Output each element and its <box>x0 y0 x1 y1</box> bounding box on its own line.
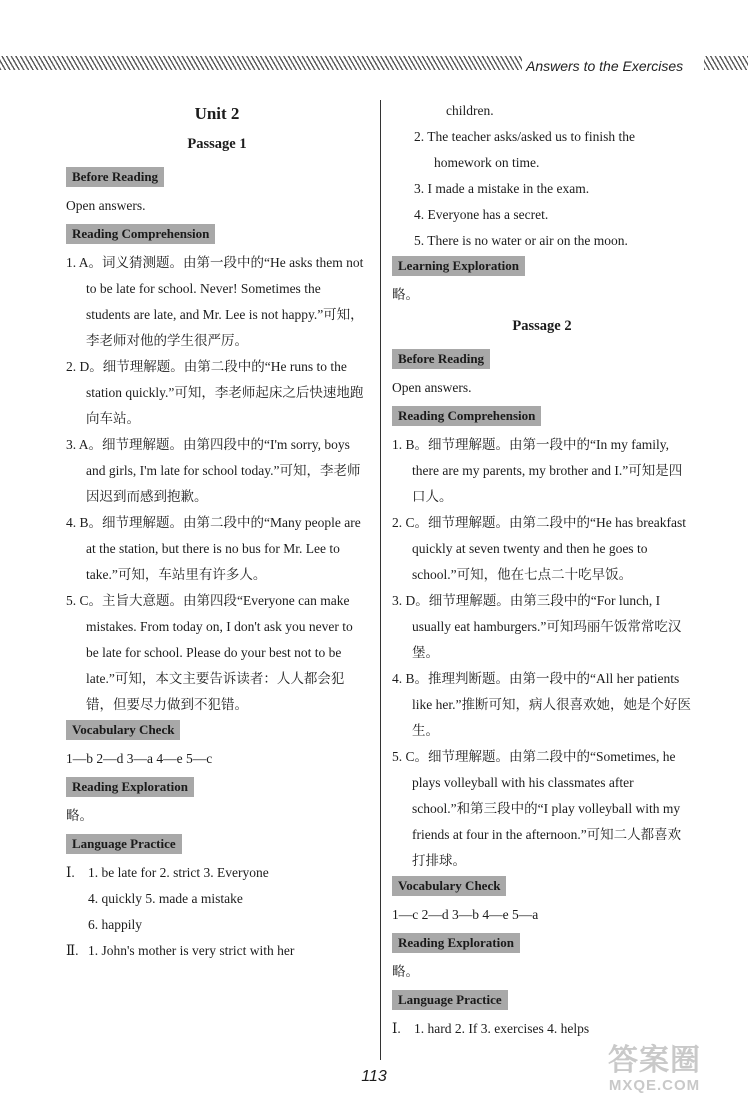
reading-exploration-answer: 略。 <box>66 808 93 823</box>
answer-item: 4. B。推理判断题。由第一段中的“All her patients like her.”推断可知，病人很喜欢她，她是个好医生。 <box>392 671 691 738</box>
roman-numeral: Ⅱ. <box>66 943 79 958</box>
header-rule-right <box>704 56 748 70</box>
vocabulary-answers: 1—c 2—d 3—b 4—e 5—a <box>392 907 539 922</box>
language-practice-part1-line1 <box>66 860 368 886</box>
watermark-url: MXQE.COM <box>608 1077 701 1094</box>
answer-item: 1. B。细节理解题。由第一段中的“In my family, there are my parents, my brother and I.”可知是四口人。 <box>392 437 683 504</box>
section-label-language-practice: Language Practice <box>66 834 182 854</box>
section-label-vocabulary-check: Vocabulary Check <box>66 720 180 740</box>
answer-item: 2. D。细节理解题。由第二段中的“He runs to the station quickly.”可知，李老师起床之后快速地跑向车站。 <box>66 359 364 426</box>
answer-item: 5. C。主旨大意题。由第四段“Everyone can make mistakes. From today on, I don't ask you never to be late for school. Please do your best not to be late.”可知，本文主要告诉读者：人人都会犯错，但要尽力做到不犯错。 <box>66 593 353 712</box>
section-label-language-practice: Language Practice <box>392 990 508 1010</box>
unit-title: Unit 2 <box>194 104 240 123</box>
column-divider <box>380 100 381 1060</box>
roman-numeral: Ⅰ. <box>392 1021 401 1036</box>
passage-title: Passage 2 <box>512 318 572 334</box>
header-title: Answers to the Exercises <box>526 58 684 74</box>
answer-item: 2. C。细节理解题。由第二段中的“He has breakfast quickly at seven twenty and then he goes to school.”可知，他在七点二十吃早饭。 <box>392 515 686 582</box>
language-practice-part2-line1 <box>66 938 368 964</box>
section-label-reading-comprehension: Reading Comprehension <box>392 406 541 426</box>
answer-item: 2. The teacher asks/asked us to finish the homework on time. <box>414 129 635 170</box>
section-label-vocabulary-check: Vocabulary Check <box>392 876 506 896</box>
answer-item: 3. A。细节理解题。由第四段中的“I'm sorry, boys and girls, I'm late for school today.”可知，李老师因迟到而感到抱歉。 <box>66 437 361 504</box>
answer-line: 1. be late for 2. strict 3. Everyone <box>88 865 269 880</box>
right-column <box>392 98 692 1042</box>
answer-item: 3. I made a mistake in the exam. <box>414 181 590 196</box>
answer-item: 4. Everyone has a secret. <box>414 207 549 222</box>
learning-exploration-answer: 略。 <box>392 287 419 302</box>
section-label-before-reading: Before Reading <box>66 167 164 187</box>
reading-exploration-answer: 略。 <box>392 964 419 979</box>
watermark-text: 答案圈 <box>608 1044 701 1077</box>
vocabulary-answers: 1—b 2—d 3—a 4—e 5—c <box>66 751 213 766</box>
roman-numeral: Ⅰ. <box>66 865 75 880</box>
answer-line: 4. quickly 5. made a mistake <box>88 891 243 906</box>
section-label-learning-exploration: Learning Exploration <box>392 256 525 276</box>
answer-line: 1. hard 2. If 3. exercises 4. helps <box>414 1021 590 1036</box>
section-label-reading-comprehension: Reading Comprehension <box>66 224 215 244</box>
section-label-reading-exploration: Reading Exploration <box>392 933 520 953</box>
answer-item: 3. D。细节理解题。由第三段中的“For lunch, I usually eat hamburgers.”可知玛丽午饭常常吃汉堡。 <box>392 593 682 660</box>
section-label-before-reading: Before Reading <box>392 349 490 369</box>
header-rule-left <box>0 56 522 70</box>
continued-line: children. <box>446 103 494 118</box>
answer-line: 6. happily <box>88 917 142 932</box>
answer-item: 5. There is no water or air on the moon. <box>414 233 628 248</box>
answer-item: 4. B。细节理解题。由第二段中的“Many people are at the station, but there is no bus for Mr. Lee to take.”可知，车站里有许多人。 <box>66 515 361 582</box>
language-practice-part1-line3 <box>66 912 368 938</box>
language-practice-part1-line2 <box>66 886 368 912</box>
answer-item: 1. A。词义猜测题。由第一段中的“He asks them not to be late for school. Never! Sometimes the students are late, and Mr. Lee is not happy.”可知，李老师对他的学生很严厉。 <box>66 255 364 348</box>
section-label-reading-exploration: Reading Exploration <box>66 777 194 797</box>
before-reading-answer: Open answers. <box>392 380 472 395</box>
answer-item: 5. C。细节理解题。由第二段中的“Sometimes, he plays volleyball with his classmates after school.”和第三段中的“I play volleyball with my friends at four in the afternoon.”可知二人都喜欢打排球。 <box>392 749 682 868</box>
passage-title: Passage 1 <box>187 136 247 152</box>
page-number: 113 <box>361 1068 387 1085</box>
watermark-logo <box>608 1046 701 1093</box>
left-column <box>66 98 368 964</box>
answer-line: 1. John's mother is very strict with her <box>88 943 295 958</box>
language-practice-part1-line1 <box>392 1016 692 1042</box>
before-reading-answer: Open answers. <box>66 198 146 213</box>
